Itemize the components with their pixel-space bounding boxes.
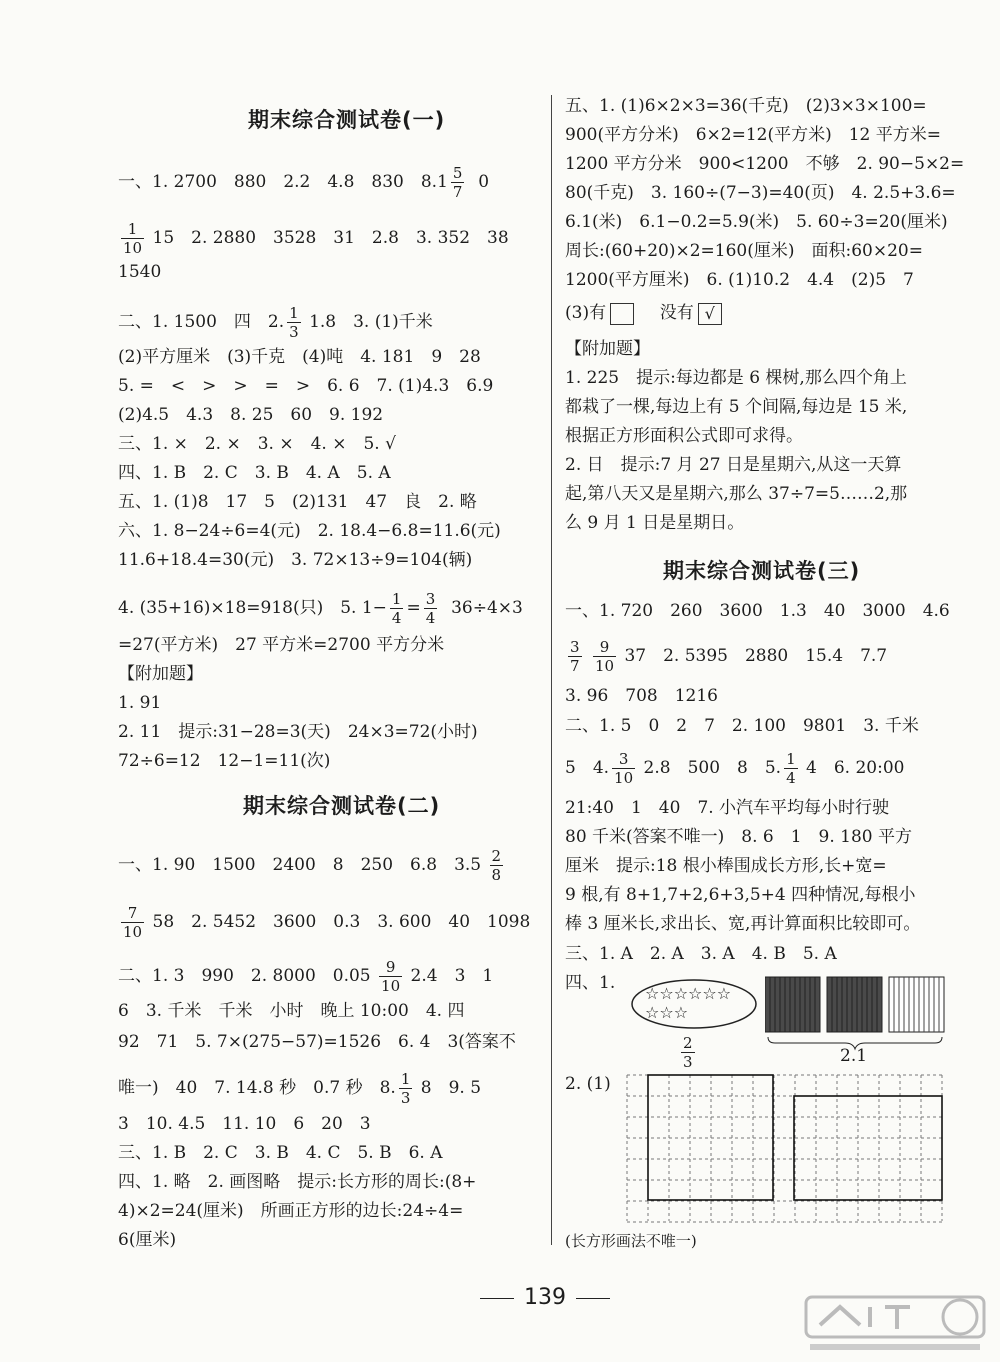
answer-line: 三、1. B 2. C 3. B 4. C 5. B 6. A — [118, 1143, 443, 1163]
note-line: (长方形画法不唯一) — [565, 1232, 697, 1250]
denominator: 3 — [289, 323, 299, 341]
fraction — [121, 904, 144, 941]
fraction — [287, 304, 301, 341]
fraction — [568, 638, 582, 675]
answer-line: 900(平方分米) 6×2=12(平方米) 12 平方米= — [565, 125, 942, 145]
answer-line: 1. 91 — [118, 693, 162, 713]
answer-line: (2)4.5 4.3 8. 25 60 9. 192 — [118, 405, 384, 425]
numerator: 1 — [400, 1070, 411, 1088]
text: 2.8 500 8 5. — [643, 758, 782, 778]
denominator: 4 — [391, 609, 402, 627]
answer-line: 都栽了一棵,每边上有 5 个间隔,每边是 15 米, — [565, 397, 908, 417]
numerator: 2 — [683, 1034, 693, 1052]
page-number-text: 139 — [524, 1285, 566, 1310]
numerator: 1 — [121, 220, 144, 239]
answer-line: 六、1. 8−24÷6=4(元) 2. 18.4−6.8=11.6(元) — [118, 521, 501, 541]
fraction — [451, 164, 465, 201]
fraction — [490, 847, 504, 884]
denominator: 10 — [123, 923, 143, 941]
answer-line: 92 71 5. 7×(275−57)=1526 6. 4 3(答案不 — [118, 1032, 516, 1052]
numerator: 2 — [491, 847, 502, 865]
answer-line: 6 3. 千米 千米 小时 晚上 10:00 4. 四 — [118, 1001, 465, 1021]
numerator: 7 — [121, 904, 144, 923]
dash-right — [576, 1298, 610, 1299]
denominator: 8 — [491, 866, 502, 884]
fraction — [424, 590, 438, 627]
answer-line: 80(千克) 3. 160÷(7−3)=40(页) 4. 2.5+3.6= — [565, 183, 956, 203]
answer-line: 2. 日 提示:7 月 27 日是星期六,从这一天算 — [565, 455, 902, 475]
answer-line: 三、1. × 2. × 3. × 4. × 5. √ — [118, 434, 396, 454]
answer-line: 四、1. — [565, 973, 616, 993]
fraction — [612, 750, 635, 787]
answer-box-empty — [610, 303, 634, 325]
numerator: 9 — [593, 638, 616, 657]
answer-line: 6.1(米) 6.1−0.2=5.9(米) 5. 60÷3=20(厘米) — [565, 212, 948, 232]
denominator: 7 — [452, 183, 463, 201]
text: 没有 — [659, 303, 694, 323]
answer-line: 四、1. B 2. C 3. B 4. A 5. A — [118, 463, 391, 483]
fraction — [390, 590, 404, 627]
answer-line — [118, 304, 433, 341]
denominator: 10 — [614, 769, 634, 787]
denominator: 10 — [123, 239, 143, 257]
answer-line: 11.6+18.4=30(元) 3. 72×13÷9=104(辆) — [118, 550, 473, 570]
answer-line: 【附加题】 — [118, 664, 203, 684]
text: 37 2. 5395 2880 15.4 7.7 — [624, 646, 888, 666]
answer-line — [565, 750, 904, 787]
numerator: 1 — [289, 304, 299, 322]
denominator: 7 — [570, 657, 580, 675]
striped-square-3 — [889, 977, 944, 1032]
answer-line — [565, 302, 726, 325]
answer-line: 4)×2=24(厘米) 所画正方形的边长:24÷4= — [118, 1201, 464, 1221]
answer-line: 2. 11 提示:31−28=3(天) 24×3=72(小时) — [118, 722, 478, 742]
text: 一、1. 90 1500 2400 8 250 6.8 3.5 — [118, 855, 482, 875]
watermark-logo — [800, 1295, 990, 1359]
text: 36÷4×3 — [451, 598, 523, 618]
answer-line: 周长:(60+20)×2=160(厘米) 面积:60×20= — [565, 241, 923, 261]
answer-line — [118, 1070, 481, 1107]
answer-line: 五、1. (1)6×2×3=36(千克) (2)3×3×100= — [565, 96, 927, 116]
numerator: 3 — [425, 590, 436, 608]
text: 2.4 3 1 — [410, 966, 494, 986]
answer-line: (2)平方厘米 (3)千克 (4)吨 4. 181 9 28 — [118, 347, 481, 367]
answer-line: 6(厘米) — [118, 1230, 177, 1250]
answer-line: 3 10. 4.5 11. 10 6 20 3 — [118, 1114, 371, 1134]
fraction — [121, 220, 144, 257]
dash-left — [480, 1298, 514, 1299]
text: 58 2. 5452 3600 0.3 3. 600 40 1098 — [152, 912, 531, 932]
text: 二、1. 1500 四 2. — [118, 312, 285, 332]
answer-line: 起,第八天又是星期六,那么 37÷7=5……2,那 — [565, 484, 908, 504]
answer-line — [118, 958, 493, 995]
numerator: 9 — [379, 958, 402, 977]
fraction — [379, 958, 402, 995]
text: 0 — [478, 172, 490, 192]
answer-line: 5. = < > > = > 6. 6 7. (1)4.3 6.9 — [118, 376, 494, 396]
column-divider — [551, 95, 552, 1245]
text: (3)有 — [565, 303, 607, 323]
answer-line: 二、1. 5 0 2 7 2. 100 9801 3. 千米 — [565, 716, 919, 736]
stars-text: ☆☆☆☆☆☆☆☆☆ — [645, 984, 732, 1022]
answer-line: 四、1. 略 2. 画图略 提示:长方形的周长:(8+ — [118, 1172, 477, 1192]
answer-line: 根据正方形面积公式即可求得。 — [565, 426, 803, 446]
answer-line — [118, 847, 506, 884]
test-title-2: 期末综合测试卷(二) — [243, 794, 441, 818]
answer-line — [118, 590, 523, 627]
denominator: 4 — [786, 769, 796, 787]
answer-line: =27(平方米) 27 平方米=2700 平方分米 — [118, 635, 445, 655]
numerator: 3 — [612, 750, 635, 769]
answer-line: 1200 平方分米 900<1200 不够 2. 90−5×2= — [565, 154, 965, 174]
answer-line — [118, 220, 509, 257]
denominator: 3 — [683, 1053, 693, 1071]
test-title-3: 期末综合测试卷(三) — [663, 559, 861, 583]
text: 唯一) 40 7. 14.8 秒 0.7 秒 8. — [118, 1078, 396, 1098]
answer-line: 么 9 月 1 日是星期日。 — [565, 513, 745, 533]
numerator: 1 — [786, 750, 796, 768]
text: 5 4. — [565, 758, 610, 778]
answer-line: 3. 96 708 1216 — [565, 686, 718, 706]
answer-line — [565, 638, 887, 675]
page-number — [470, 1285, 620, 1310]
denominator: 3 — [400, 1089, 411, 1107]
fraction — [784, 750, 798, 787]
figure-label-2-1: 2.1 — [840, 1046, 868, 1066]
fraction — [399, 1070, 413, 1107]
answer-line — [118, 904, 530, 941]
stars-figure — [630, 978, 758, 1030]
striped-square-2 — [827, 977, 882, 1032]
answer-line: 一、1. 720 260 3600 1.3 40 3000 4.6 — [565, 601, 950, 621]
numerator: 1 — [391, 590, 402, 608]
text: 二、1. 3 990 2. 8000 0.05 — [118, 966, 371, 986]
fraction-2-3 — [681, 1034, 695, 1071]
grid-figure — [625, 1073, 965, 1223]
text: 4. (35+16)×18=918(只) 5. 1− — [118, 598, 387, 618]
striped-squares-figure — [765, 975, 950, 1055]
text: 1.8 3. (1)千米 — [309, 312, 433, 332]
denominator: 4 — [425, 609, 436, 627]
answer-line: 厘米 提示:18 根小棒围成长方形,长+宽= — [565, 856, 887, 876]
answer-line: 21:40 1 40 7. 小汽车平均每小时行驶 — [565, 798, 890, 818]
answer-line: 三、1. A 2. A 3. A 4. B 5. A — [565, 944, 837, 964]
answer-line: 72÷6=12 12−1=11(次) — [118, 751, 331, 771]
answer-line: 9 根,有 8+1,7+2,6+3,5+4 四种情况,每根小 — [565, 885, 916, 905]
answer-box-checked: √ — [698, 303, 722, 325]
numerator: 5 — [452, 164, 463, 182]
denominator: 10 — [381, 977, 401, 995]
text: 4 6. 20:00 — [806, 758, 905, 778]
test-title-1: 期末综合测试卷(一) — [248, 108, 446, 132]
answer-line: 1540 — [118, 262, 162, 282]
answer-line — [118, 164, 489, 201]
numerator: 3 — [570, 638, 580, 656]
striped-square-1 — [765, 977, 820, 1032]
answer-line: 棒 3 厘米长,求出长、宽,再计算面积比较即可。 — [565, 914, 921, 934]
answer-line: 五、1. (1)8 17 5 (2)131 47 良 2. 略 — [118, 492, 477, 512]
answer-line: 【附加题】 — [565, 339, 650, 359]
denominator: 10 — [594, 657, 615, 675]
answer-line: 2. (1) — [565, 1074, 611, 1094]
text: 一、1. 2700 880 2.2 4.8 830 8.1 — [118, 172, 448, 192]
equals: = — [406, 598, 421, 618]
text: 8 9. 5 — [420, 1078, 482, 1098]
text: 15 2. 2880 3528 31 2.8 3. 352 38 — [152, 228, 509, 248]
answer-line: 1. 225 提示:每边都是 6 棵树,那么四个角上 — [565, 368, 907, 388]
fraction — [593, 638, 616, 675]
answer-line: 80 千米(答案不唯一) 8. 6 1 9. 180 平方 — [565, 827, 913, 847]
answer-line: 1200(平方厘米) 6. (1)10.2 4.4 (2)5 7 — [565, 270, 914, 290]
